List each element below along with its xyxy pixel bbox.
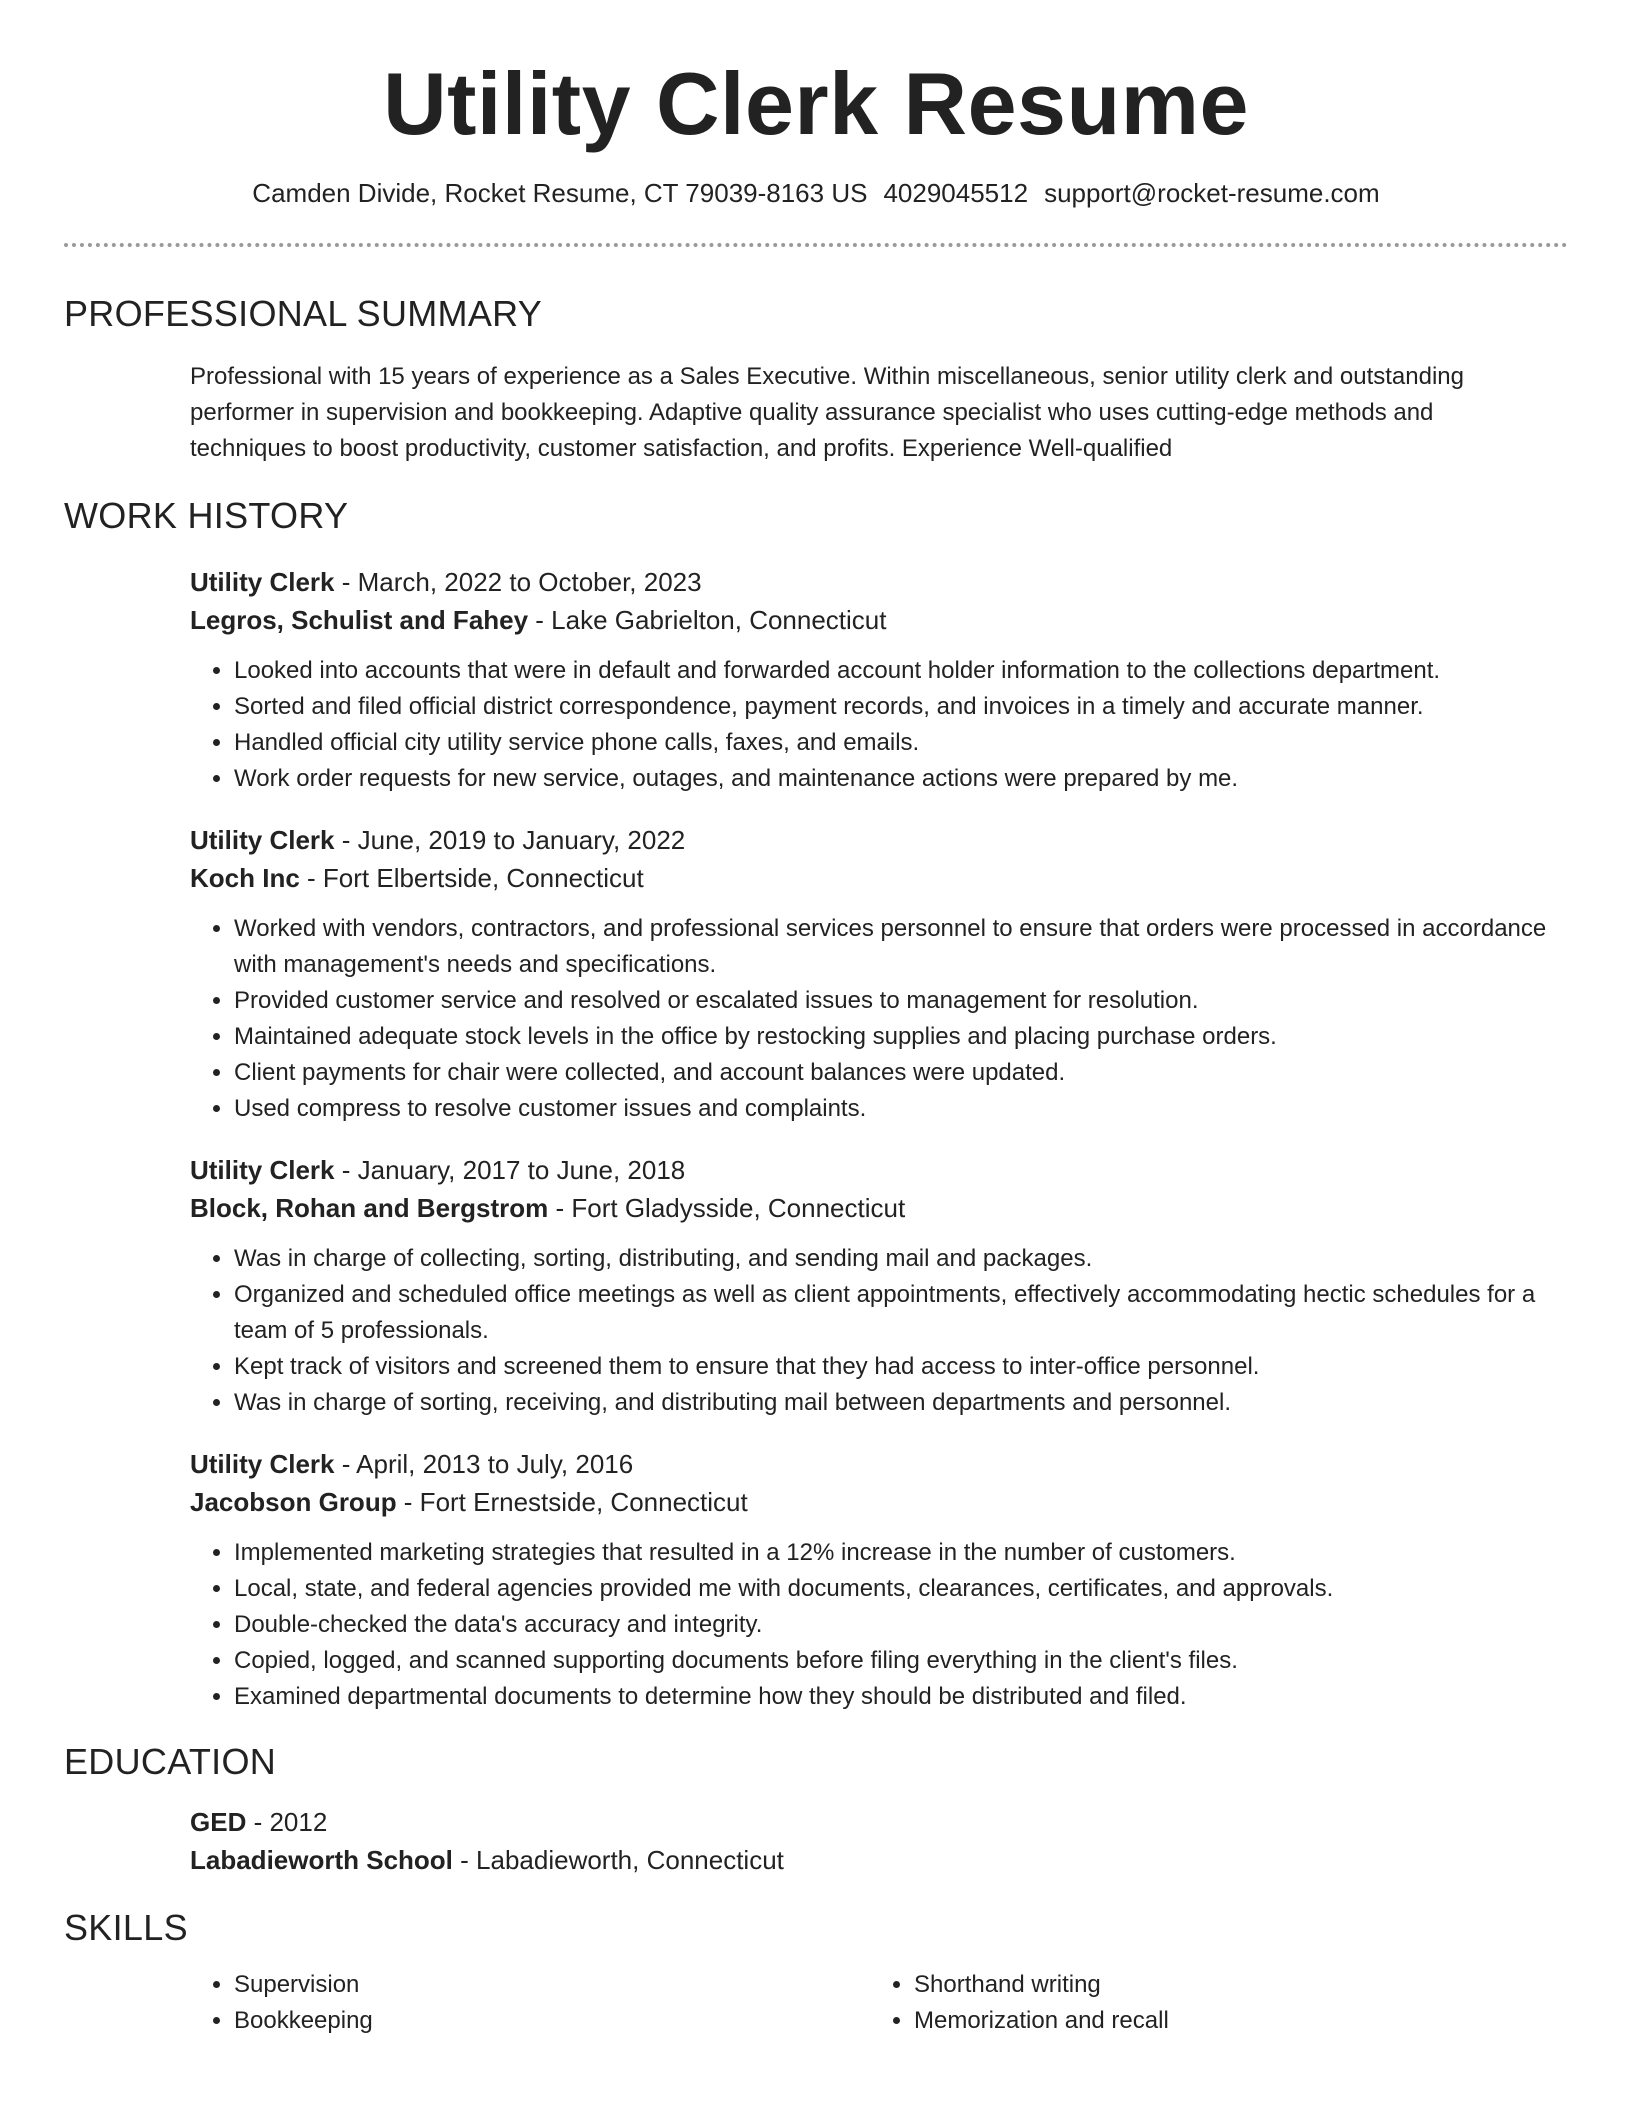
- job-company: Block, Rohan and Bergstrom: [190, 1193, 549, 1223]
- skills-column-left: [190, 1967, 870, 2039]
- job-company: Legros, Schulist and Fahey: [190, 605, 529, 635]
- job-bullet: • Kept track of visitors and screened them to ensure that they had access to inter-office personnel.: [234, 1349, 1568, 1385]
- job-bullet: • Implemented marketing strategies that resulted in a 12% increase in the number of customers.: [234, 1535, 1568, 1571]
- job-bullet: • Was in charge of collecting, sorting, distributing, and sending mail and packages.: [234, 1241, 1568, 1277]
- skills-section: [64, 1907, 1568, 2039]
- job-role-line: [190, 1151, 1568, 1189]
- contact-phone: 4029045512: [883, 178, 1029, 208]
- job-role-line: [190, 821, 1568, 859]
- job-company: Koch Inc: [190, 863, 300, 893]
- job-dates: - March, 2022 to October, 2023: [334, 567, 702, 597]
- education-heading: EDUCATION: [64, 1741, 277, 1782]
- contact-line: [64, 178, 1568, 209]
- job-bullet: • Examined departmental documents to determine how they should be distributed and filed.: [234, 1679, 1568, 1715]
- job-entry: [64, 1445, 1568, 1715]
- header-divider: [64, 243, 1568, 247]
- job-role: Utility Clerk: [190, 1449, 335, 1479]
- job-bullet: • Worked with vendors, contractors, and professional services personnel to ensure that orders were processed in accordance with management's needs and specifications.: [234, 911, 1568, 983]
- job-bullet: • Client payments for chair were collected, and account balances were updated.: [234, 1055, 1568, 1091]
- skills-columns: [64, 1967, 1568, 2039]
- job-role: Utility Clerk: [190, 567, 335, 597]
- skills-heading: SKILLS: [64, 1907, 188, 1948]
- job-company-line: [190, 859, 1568, 897]
- job-bullets: [190, 911, 1568, 1127]
- education-location: - Labadieworth, Connecticut: [452, 1845, 784, 1875]
- education-school: Labadieworth School: [190, 1845, 453, 1875]
- job-bullet: • Organized and scheduled office meetings as well as client appointments, effectively accommodating hectic schedules for a team of 5 professionals.: [234, 1277, 1568, 1349]
- job-role: Utility Clerk: [190, 825, 335, 855]
- job-company: Jacobson Group: [190, 1487, 397, 1517]
- job-bullet: • Was in charge of sorting, receiving, and distributing mail between departments and personnel.: [234, 1385, 1568, 1421]
- job-company-line: [190, 1483, 1568, 1521]
- contact-email: support@rocket-resume.com: [1044, 178, 1380, 208]
- summary-section: [64, 293, 1568, 467]
- job-entry: [64, 821, 1568, 1127]
- contact-address: Camden Divide, Rocket Resume, CT 79039-8163 US: [252, 178, 868, 208]
- skill-item: • Memorization and recall: [914, 2003, 1550, 2039]
- work-history-heading: WORK HISTORY: [64, 495, 349, 536]
- job-company-line: [190, 1189, 1568, 1227]
- education-school-line: [190, 1841, 1568, 1879]
- job-role: Utility Clerk: [190, 1155, 335, 1185]
- job-location: - Fort Ernestside, Connecticut: [396, 1487, 748, 1517]
- job-location: - Fort Gladysside, Connecticut: [548, 1193, 906, 1223]
- skill-item: • Supervision: [234, 1967, 870, 2003]
- job-entry: [64, 1151, 1568, 1421]
- job-bullet: • Copied, logged, and scanned supporting documents before filing everything in the client's files.: [234, 1643, 1568, 1679]
- job-bullet: • Used compress to resolve customer issues and complaints.: [234, 1091, 1568, 1127]
- education-entry: [64, 1803, 1568, 1879]
- education-section: [64, 1741, 1568, 1879]
- job-dates: - April, 2013 to July, 2016: [334, 1449, 634, 1479]
- skill-item: • Bookkeeping: [234, 2003, 870, 2039]
- work-history-section: [64, 495, 1568, 1715]
- summary-heading: PROFESSIONAL SUMMARY: [64, 293, 543, 334]
- job-bullet: • Provided customer service and resolved or escalated issues to management for resolution.: [234, 983, 1568, 1019]
- skill-item: • Shorthand writing: [914, 1967, 1550, 2003]
- education-degree: GED: [190, 1807, 247, 1837]
- job-location: - Fort Elbertside, Connecticut: [299, 863, 644, 893]
- job-role-line: [190, 1445, 1568, 1483]
- job-bullet: • Maintained adequate stock levels in the office by restocking supplies and placing purchase orders.: [234, 1019, 1568, 1055]
- skills-column-right: [870, 1967, 1550, 2039]
- summary-text: Professional with 15 years of experience as a Sales Executive. Within miscellaneous, senior utility clerk and outstanding performer in supervision and bookkeeping. Adaptive quality assurance specialist who uses cutting-edge methods and techniques to boost productivity, customer satisfaction, and profits. Experience Well-qualified: [190, 363, 1464, 462]
- education-degree-line: [190, 1803, 1568, 1841]
- job-bullets: [190, 1535, 1568, 1715]
- job-dates: - January, 2017 to June, 2018: [334, 1155, 686, 1185]
- job-bullet: • Double-checked the data's accuracy and integrity.: [234, 1607, 1568, 1643]
- job-company-line: [190, 601, 1568, 639]
- job-entry: [64, 563, 1568, 797]
- job-role-line: [190, 563, 1568, 601]
- job-bullets: [190, 653, 1568, 797]
- job-bullet: • Work order requests for new service, outages, and maintenance actions were prepared by me.: [234, 761, 1568, 797]
- job-bullet: • Local, state, and federal agencies provided me with documents, clearances, certificates, and approvals.: [234, 1571, 1568, 1607]
- resume-title: Utility Clerk Resume: [383, 54, 1249, 153]
- job-location: - Lake Gabrielton, Connecticut: [528, 605, 887, 635]
- job-bullet: • Handled official city utility service phone calls, faxes, and emails.: [234, 725, 1568, 761]
- job-dates: - June, 2019 to January, 2022: [334, 825, 686, 855]
- job-bullets: [190, 1241, 1568, 1421]
- education-year: - 2012: [246, 1807, 328, 1837]
- job-bullet: • Looked into accounts that were in default and forwarded account holder information to the collections department.: [234, 653, 1568, 689]
- job-bullet: • Sorted and filed official district correspondence, payment records, and invoices in a timely and accurate manner.: [234, 689, 1568, 725]
